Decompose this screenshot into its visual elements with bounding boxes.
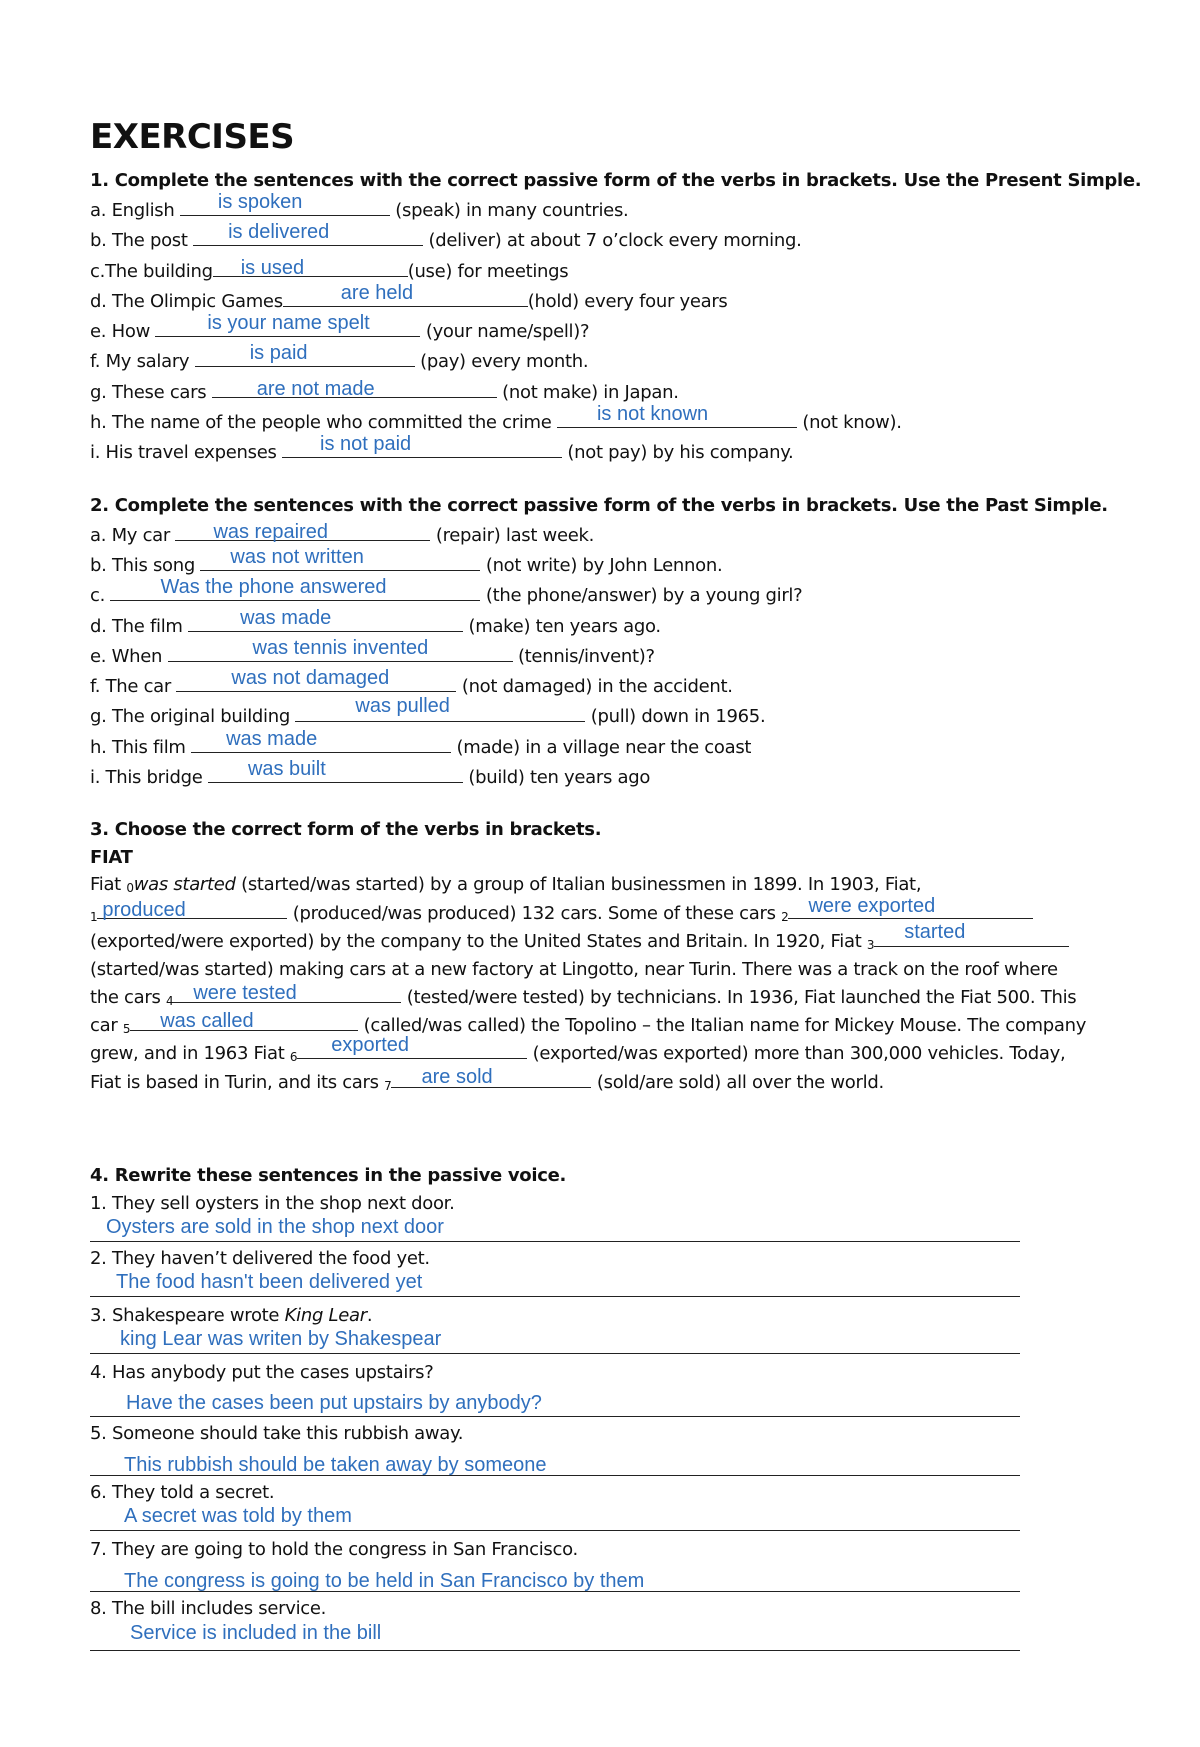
rewrite-answer-3: king Lear was writen by Shakespear [90,1327,1020,1354]
answer-text: was repaired [213,520,328,543]
ex2-item-b: b. This song was not written (not write) by John Lennon. [90,545,723,576]
answer-blank [188,606,463,632]
answer-text: was not damaged [231,667,390,690]
answer-blank [176,667,456,692]
rewrite-question-3: 3. Shakespeare wrote King Lear. [90,1304,373,1326]
answer-text: are not made [256,377,375,400]
exercise-1 [90,166,1170,469]
fiat-line-8: Fiat is based in Turin, and its cars 7 are sold (sold/are sold) all over the world. [90,1065,884,1093]
ex1-item-d: d. The Olimpic Games are held (hold) every four years [90,281,728,312]
ex2-item-i: i. This bridge was built (build) ten years ago [90,758,651,789]
answer-blank [173,984,401,1003]
answer-text: exported [331,1034,410,1057]
fiat-line-3: (exported/were exported) by the company to the United States and Britain. In 1920, Fiat 3 started [90,928,1170,956]
rewrite-question-5: 5. Someone should take this rubbish away. [90,1422,464,1444]
answer-blank [180,191,390,216]
fiat-line-1: Fiat 0was started (started/was started) by a group of Italian businessmen in 1899. In 1903, Fiat, [90,874,922,896]
answer-text: was tennis invented [252,636,429,659]
ex1-item-f: f. My salary is paid (pay) every month. [90,342,589,373]
answer-text: were exported [808,894,936,917]
answer-text: Was the phone answered [160,576,387,599]
rewrite-question-2: 2. They haven’t delivered the food yet. [90,1247,430,1269]
answer-blank [788,894,1033,919]
answer-blank [874,920,1069,947]
answer-blank [391,1065,591,1088]
answer-text: is your name spelt [207,312,370,335]
rewrite-question-8: 8. The bill includes service. [90,1597,327,1619]
exercise-4-heading: 4. Rewrite these sentences in the passive voice. [90,1164,567,1186]
fiat-line-5: the cars 4 were tested (tested/were tested) by technicians. In 1936, Fiat launched the Fiat 500. This [90,982,1077,1009]
page-title: EXERCISES [90,117,295,157]
fiat-line-2: 1 produced (produced/was produced) 132 cars. Some of these cars 2 were exported [90,900,1170,928]
ex1-item-g: g. These cars are not made (not make) in Japan. [90,377,679,403]
answer-text: is delivered [228,221,330,244]
answer-blank [557,403,797,428]
answer-text: are held [340,281,414,304]
rewrite-answer-4: Have the cases been put upstairs by anybody? [90,1384,1020,1417]
rewrite-answer-7: The congress is going to be held in San Francisco by them [90,1561,1020,1592]
ex1-item-c: c.The building is used (use) for meetings [90,256,569,282]
answer-text: is used [240,256,305,279]
fiat-subheading: FIAT [90,847,133,869]
ex2-item-h: h. This film was made (made) in a village near the coast [90,727,752,758]
answer-blank [283,281,528,307]
rewrite-answer-8: Service is included in the bill [90,1620,1020,1651]
answer-blank [193,221,423,246]
ex2-item-g: g. The original building was pulled (pull) down in 1965. [90,695,766,728]
answer-text: was not written [230,545,364,568]
exercise-3 [90,815,1170,1097]
rewrite-answer-6: A secret was told by them [90,1504,1020,1531]
exercise-1-heading: 1. Complete the sentences with the correct passive form of the verbs in brackets. Use the Present Simple. [90,170,1142,191]
answer-text: is not paid [320,433,412,456]
fiat-line-6: car 5 was called (called/was called) the Topolino – the Italian name for Mickey Mouse. The company [90,1010,1087,1037]
answer-text: produced [102,898,186,921]
answer-blank [195,342,415,367]
answer-text: was built [247,758,326,781]
rewrite-question-7: 7. They are going to hold the congress in San Francisco. [90,1538,578,1560]
answer-text: started [904,920,966,943]
answer-text: was made [240,606,332,629]
answer-blank [282,433,562,458]
exercise-4 [90,1161,1170,1651]
answer-blank [110,576,480,601]
answer-blank [130,1012,358,1031]
rewrite-question-6: 6. They told a secret. [90,1481,275,1503]
ex1-item-h: h. The name of the people who committed the crime is not known (not know). [90,403,902,434]
exercise-3-heading: 3. Choose the correct form of the verbs in brackets. [90,819,602,841]
answer-text: is spoken [217,191,303,213]
answer-blank [208,758,463,783]
worksheet [90,118,1170,1651]
ex2-item-f: f. The car was not damaged (not damaged) in the accident. [90,667,733,698]
answer-blank [191,727,451,753]
ex1-item-e: e. How is your name spelt (your name/spell)? [90,312,590,343]
ex2-item-d: d. The film was made (make) ten years ago. [90,606,661,637]
answer-blank [200,545,480,571]
answer-blank [175,522,430,541]
answer-text: are sold [421,1065,493,1088]
answer-text: was made [226,727,318,750]
rewrite-answer-1: Oysters are sold in the shop next door [90,1215,1020,1242]
answer-text: is paid [249,342,308,365]
fiat-line-4: (started/was started) making cars at a new factory at Lingotto, near Turin. There was a track on the roof where [90,958,1058,980]
answer-blank [155,312,420,337]
answer-text: was pulled [355,695,450,718]
answer-text: is not known [596,403,709,426]
rewrite-question-4: 4. Has anybody put the cases upstairs? [90,1361,434,1383]
rewrite-question-1: 1. They sell oysters in the shop next door. [90,1192,455,1214]
answer-text: were tested [193,982,297,1005]
example-answer: was started [133,874,236,896]
answer-blank [295,695,585,722]
exercise-2 [90,491,1170,794]
answer-blank [97,900,287,919]
ex1-item-a: a. English is spoken (speak) in many countries. [90,191,629,221]
exercise-2-heading: 2. Complete the sentences with the correct passive form of the verbs in brackets. Use the Past Simple. [90,494,1108,516]
answer-blank [212,379,497,398]
ex2-item-a: a. My car was repaired (repair) last week. [90,520,595,546]
answer-text: was called [160,1010,254,1033]
answer-blank [297,1034,527,1059]
fiat-line-7: grew, and in 1963 Fiat 6 exported (exported/was exported) more than 300,000 vehicles. Today, [90,1034,1066,1065]
ex1-item-b: b. The post is delivered (deliver) at about 7 o’clock every morning. [90,221,802,252]
rewrite-answer-5: This rubbish should be taken away by someone [90,1445,1020,1476]
rewrite-answer-2: The food hasn't been delivered yet [90,1270,1020,1297]
ex2-item-e: e. When was tennis invented (tennis/invent)? [90,636,655,667]
ex2-item-c: c. Was the phone answered (the phone/answer) by a young girl? [90,576,803,607]
answer-blank [213,258,408,277]
ex1-item-i: i. His travel expenses is not paid (not pay) by his company. [90,433,794,464]
